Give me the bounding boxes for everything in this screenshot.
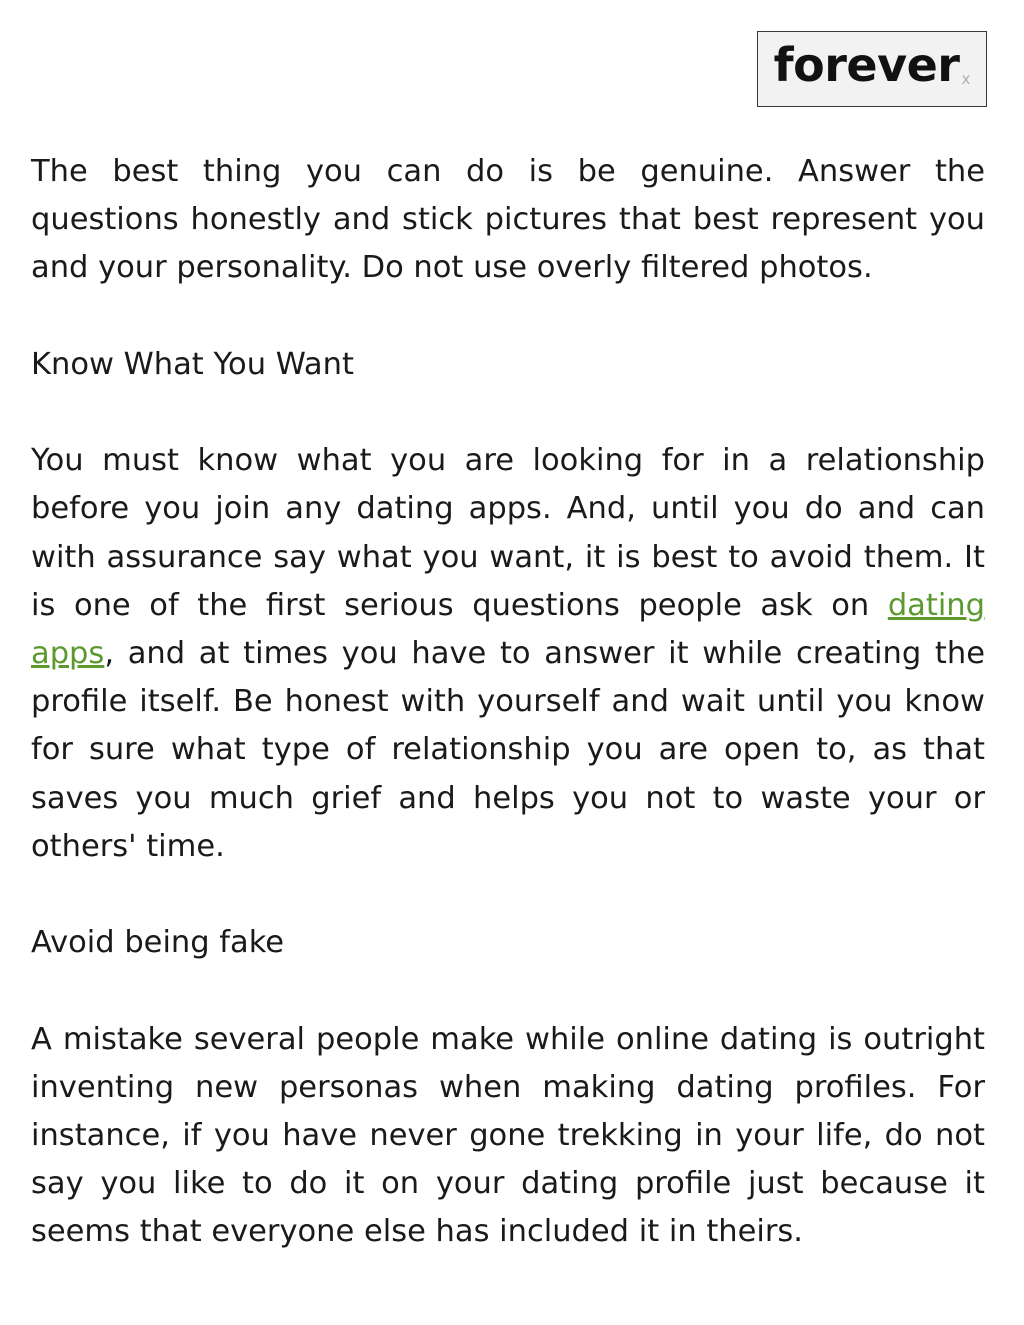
know-paragraph-text-end: , and at times you have to answer it while creating the profile itself. Be honest with yourself and wait until you know for sure what type of relationship you are open to, as that saves you much grief and helps you not to waste your or others' time. bbox=[31, 636, 985, 864]
heading-know-what-you-want: Know What You Want bbox=[31, 346, 354, 382]
intro-paragraph: The best thing you can do is be genuine. Answer the questions honestly and stick pictures that best represent you and your personality. Do not use overly filtered photos. bbox=[31, 154, 985, 286]
dating-apps-link[interactable]: dating apps bbox=[31, 587, 985, 671]
article-body bbox=[31, 148, 985, 1257]
fake-paragraph: A mistake several people make while online dating is outright inventing new personas when making dating profiles. For instance, if you have never gone trekking in your life, do not say you like to do it on your dating profile just because it seems that everyone else has included it in theirs. bbox=[31, 1021, 985, 1250]
forever-logo bbox=[757, 31, 987, 107]
logo-x-mark: x bbox=[961, 70, 971, 88]
logo-wordmark: forever bbox=[773, 38, 960, 92]
know-paragraph-text-start: You must know what you are looking for in a relationship before you join any dating apps. And, until you do and can with assurance say what you want, it is best to avoid them. It is one of the first serious questions people ask on bbox=[31, 443, 985, 623]
heading-avoid-being-fake: Avoid being fake bbox=[31, 925, 285, 961]
know-paragraph bbox=[31, 437, 985, 871]
